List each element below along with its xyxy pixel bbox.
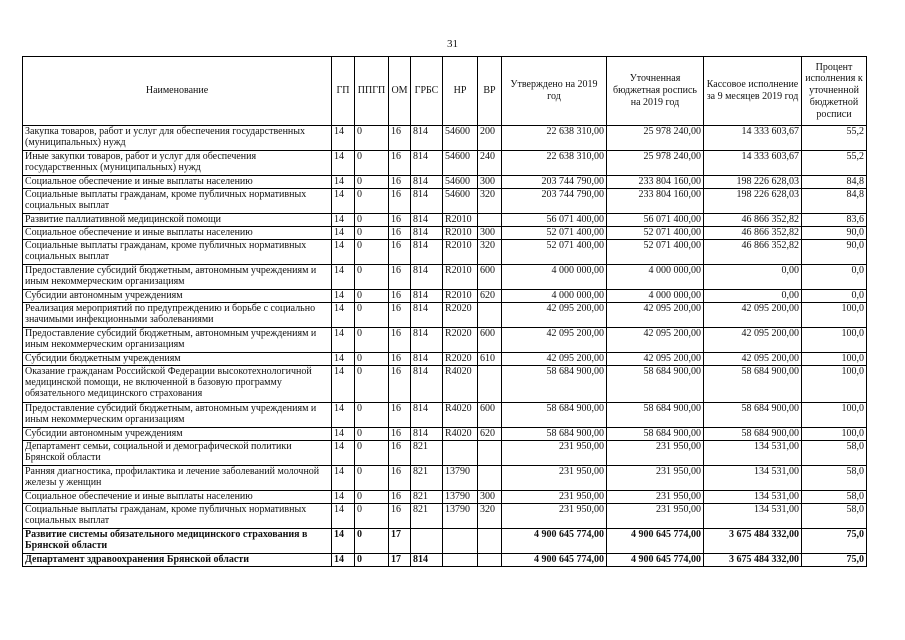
cell-nr: 13790 — [443, 504, 478, 529]
cell-name: Развитие системы обязательного медицинского страхования в Брянской области — [23, 529, 332, 554]
header-revised-budget: Уточненная бюджетная роспись на 2019 год — [607, 57, 704, 126]
cell-vr: 320 — [478, 504, 502, 529]
cell-vr: 600 — [478, 265, 502, 290]
cell-vr: 320 — [478, 189, 502, 214]
cell-name: Социальное обеспечение и иные выплаты населению — [23, 176, 332, 189]
table-row — [23, 529, 867, 554]
cell-execution-percent: 90,0 — [802, 240, 867, 265]
cell-nr: R4020 — [443, 428, 478, 441]
cell-name: Департамент здравоохранения Брянской области — [23, 554, 332, 567]
cell-ppgp: 0 — [355, 214, 389, 227]
cell-nr: R2020 — [443, 353, 478, 366]
cell-name: Социальные выплаты гражданам, кроме публичных нормативных социальных выплат — [23, 189, 332, 214]
cell-gp: 14 — [332, 441, 355, 466]
cell-grbs: 814 — [411, 428, 443, 441]
cell-execution-percent: 55,2 — [802, 126, 867, 151]
cell-revised-budget: 233 804 160,00 — [607, 176, 704, 189]
cell-execution-percent: 58,0 — [802, 491, 867, 504]
cell-cash-execution: 46 866 352,82 — [704, 240, 802, 265]
cell-ppgp: 0 — [355, 529, 389, 554]
header-om: ОМ — [389, 57, 411, 126]
cell-approved: 4 900 645 774,00 — [502, 529, 607, 554]
cell-execution-percent: 84,8 — [802, 189, 867, 214]
cell-approved: 231 950,00 — [502, 504, 607, 529]
cell-cash-execution: 134 531,00 — [704, 504, 802, 529]
cell-revised-budget: 231 950,00 — [607, 504, 704, 529]
cell-om: 16 — [389, 176, 411, 189]
cell-revised-budget: 25 978 240,00 — [607, 126, 704, 151]
cell-gp: 14 — [332, 504, 355, 529]
cell-grbs: 821 — [411, 504, 443, 529]
cell-grbs: 814 — [411, 151, 443, 176]
cell-nr: 54600 — [443, 189, 478, 214]
cell-om: 16 — [389, 403, 411, 428]
cell-ppgp: 0 — [355, 189, 389, 214]
table-row — [23, 189, 867, 214]
header-approved: Утверждено на 2019 год — [502, 57, 607, 126]
cell-gp: 14 — [332, 403, 355, 428]
header-ppgp: ППГП — [355, 57, 389, 126]
cell-om: 16 — [389, 328, 411, 353]
cell-approved: 22 638 310,00 — [502, 126, 607, 151]
cell-grbs: 814 — [411, 290, 443, 303]
cell-ppgp: 0 — [355, 353, 389, 366]
table-row — [23, 227, 867, 240]
cell-name: Социальные выплаты гражданам, кроме публичных нормативных социальных выплат — [23, 504, 332, 529]
cell-ppgp: 0 — [355, 466, 389, 491]
cell-ppgp: 0 — [355, 240, 389, 265]
cell-approved: 231 950,00 — [502, 441, 607, 466]
cell-gp: 14 — [332, 189, 355, 214]
cell-ppgp: 0 — [355, 491, 389, 504]
cell-gp: 14 — [332, 126, 355, 151]
cell-revised-budget: 231 950,00 — [607, 466, 704, 491]
cell-revised-budget: 58 684 900,00 — [607, 428, 704, 441]
cell-grbs: 814 — [411, 403, 443, 428]
budget-execution-table — [22, 56, 867, 567]
cell-om: 17 — [389, 554, 411, 567]
cell-grbs: 814 — [411, 214, 443, 227]
cell-approved: 42 095 200,00 — [502, 328, 607, 353]
table-row — [23, 466, 867, 491]
cell-nr: R2020 — [443, 328, 478, 353]
cell-name: Предоставление субсидий бюджетным, автономным учреждениям и иным некоммерческим организациям — [23, 328, 332, 353]
cell-gp: 14 — [332, 491, 355, 504]
cell-vr: 300 — [478, 491, 502, 504]
cell-revised-budget: 42 095 200,00 — [607, 328, 704, 353]
cell-gp: 14 — [332, 227, 355, 240]
cell-approved: 52 071 400,00 — [502, 227, 607, 240]
cell-revised-budget: 42 095 200,00 — [607, 303, 704, 328]
cell-approved: 58 684 900,00 — [502, 366, 607, 403]
cell-vr: 320 — [478, 240, 502, 265]
cell-cash-execution: 58 684 900,00 — [704, 366, 802, 403]
cell-gp: 14 — [332, 265, 355, 290]
table-row — [23, 428, 867, 441]
cell-name: Предоставление субсидий бюджетным, автономным учреждениям и иным некоммерческим организациям — [23, 403, 332, 428]
cell-name: Ранняя диагностика, профилактика и лечение заболеваний молочной железы у женщин — [23, 466, 332, 491]
cell-revised-budget: 25 978 240,00 — [607, 151, 704, 176]
cell-cash-execution: 14 333 603,67 — [704, 151, 802, 176]
cell-om: 16 — [389, 303, 411, 328]
cell-grbs: 814 — [411, 227, 443, 240]
cell-om: 16 — [389, 353, 411, 366]
cell-ppgp: 0 — [355, 303, 389, 328]
cell-ppgp: 0 — [355, 554, 389, 567]
cell-grbs: 814 — [411, 353, 443, 366]
cell-approved: 231 950,00 — [502, 491, 607, 504]
header-execution-percent: Процент исполнения к уточненной бюджетной росписи — [802, 57, 867, 126]
cell-ppgp: 0 — [355, 176, 389, 189]
cell-gp: 14 — [332, 240, 355, 265]
cell-nr — [443, 554, 478, 567]
cell-om: 16 — [389, 227, 411, 240]
cell-vr: 240 — [478, 151, 502, 176]
cell-nr: R2010 — [443, 240, 478, 265]
table-row — [23, 290, 867, 303]
cell-revised-budget: 56 071 400,00 — [607, 214, 704, 227]
cell-revised-budget: 233 804 160,00 — [607, 189, 704, 214]
cell-execution-percent: 55,2 — [802, 151, 867, 176]
cell-gp: 14 — [332, 151, 355, 176]
table-row — [23, 126, 867, 151]
cell-nr: 13790 — [443, 491, 478, 504]
cell-approved: 4 000 000,00 — [502, 265, 607, 290]
cell-name: Социальные выплаты гражданам, кроме публичных нормативных социальных выплат — [23, 240, 332, 265]
cell-cash-execution: 134 531,00 — [704, 466, 802, 491]
cell-vr: 620 — [478, 428, 502, 441]
cell-cash-execution: 46 866 352,82 — [704, 227, 802, 240]
cell-vr: 600 — [478, 328, 502, 353]
cell-cash-execution: 46 866 352,82 — [704, 214, 802, 227]
cell-revised-budget: 4 000 000,00 — [607, 290, 704, 303]
cell-om: 16 — [389, 214, 411, 227]
cell-approved: 56 071 400,00 — [502, 214, 607, 227]
cell-execution-percent: 0,0 — [802, 290, 867, 303]
cell-om: 17 — [389, 529, 411, 554]
cell-gp: 14 — [332, 554, 355, 567]
cell-nr: R4020 — [443, 366, 478, 403]
cell-vr — [478, 303, 502, 328]
cell-nr — [443, 529, 478, 554]
header-grbs: ГРБС — [411, 57, 443, 126]
cell-vr — [478, 554, 502, 567]
cell-om: 16 — [389, 441, 411, 466]
cell-grbs: 814 — [411, 189, 443, 214]
cell-ppgp: 0 — [355, 290, 389, 303]
cell-nr: R4020 — [443, 403, 478, 428]
cell-approved: 42 095 200,00 — [502, 353, 607, 366]
cell-om: 16 — [389, 265, 411, 290]
cell-ppgp: 0 — [355, 126, 389, 151]
cell-execution-percent: 100,0 — [802, 328, 867, 353]
cell-revised-budget: 52 071 400,00 — [607, 227, 704, 240]
cell-approved: 4 000 000,00 — [502, 290, 607, 303]
cell-grbs — [411, 529, 443, 554]
cell-vr: 300 — [478, 176, 502, 189]
table-row — [23, 491, 867, 504]
table-row — [23, 176, 867, 189]
cell-ppgp: 0 — [355, 403, 389, 428]
cell-cash-execution: 3 675 484 332,00 — [704, 529, 802, 554]
table-row — [23, 504, 867, 529]
cell-nr: 13790 — [443, 466, 478, 491]
cell-om: 16 — [389, 428, 411, 441]
header-gp: ГП — [332, 57, 355, 126]
cell-cash-execution: 3 675 484 332,00 — [704, 554, 802, 567]
cell-execution-percent: 100,0 — [802, 366, 867, 403]
cell-name: Социальное обеспечение и иные выплаты населению — [23, 491, 332, 504]
cell-grbs: 814 — [411, 240, 443, 265]
table-row — [23, 214, 867, 227]
cell-name: Субсидии бюджетным учреждениям — [23, 353, 332, 366]
cell-om: 16 — [389, 466, 411, 491]
cell-om: 16 — [389, 126, 411, 151]
cell-name: Оказание гражданам Российской Федерации высокотехнологичной медицинской помощи, не включенной в базовую программу обязательного медицинского страхования — [23, 366, 332, 403]
cell-name: Департамент семьи, социальной и демографической политики Брянской области — [23, 441, 332, 466]
cell-execution-percent: 58,0 — [802, 466, 867, 491]
cell-om: 16 — [389, 189, 411, 214]
cell-cash-execution: 198 226 628,03 — [704, 189, 802, 214]
cell-name: Закупка товаров, работ и услуг для обеспечения государственных (муниципальных) нужд — [23, 126, 332, 151]
cell-om: 16 — [389, 366, 411, 403]
cell-nr: R2010 — [443, 290, 478, 303]
cell-cash-execution: 42 095 200,00 — [704, 328, 802, 353]
cell-vr: 610 — [478, 353, 502, 366]
table-row — [23, 240, 867, 265]
cell-name: Реализация мероприятий по предупреждению и борьбе с социально значимыми инфекционными заболеваниями — [23, 303, 332, 328]
cell-cash-execution: 134 531,00 — [704, 491, 802, 504]
table-row — [23, 303, 867, 328]
cell-cash-execution: 58 684 900,00 — [704, 428, 802, 441]
cell-cash-execution: 198 226 628,03 — [704, 176, 802, 189]
cell-execution-percent: 58,0 — [802, 504, 867, 529]
cell-approved: 58 684 900,00 — [502, 403, 607, 428]
cell-ppgp: 0 — [355, 428, 389, 441]
table-row — [23, 554, 867, 567]
cell-execution-percent: 75,0 — [802, 554, 867, 567]
cell-nr: R2020 — [443, 303, 478, 328]
cell-gp: 14 — [332, 353, 355, 366]
cell-vr — [478, 214, 502, 227]
cell-approved: 52 071 400,00 — [502, 240, 607, 265]
table-row — [23, 353, 867, 366]
header-vr: ВР — [478, 57, 502, 126]
cell-grbs: 814 — [411, 265, 443, 290]
cell-gp: 14 — [332, 328, 355, 353]
cell-execution-percent: 0,0 — [802, 265, 867, 290]
cell-revised-budget: 231 950,00 — [607, 491, 704, 504]
cell-execution-percent: 100,0 — [802, 353, 867, 366]
cell-gp: 14 — [332, 529, 355, 554]
cell-gp: 14 — [332, 176, 355, 189]
cell-vr — [478, 466, 502, 491]
cell-nr: R2010 — [443, 227, 478, 240]
cell-cash-execution: 58 684 900,00 — [704, 403, 802, 428]
table-row — [23, 265, 867, 290]
cell-grbs: 814 — [411, 176, 443, 189]
cell-cash-execution: 0,00 — [704, 265, 802, 290]
cell-revised-budget: 231 950,00 — [607, 441, 704, 466]
cell-om: 16 — [389, 290, 411, 303]
cell-name: Субсидии автономным учреждениям — [23, 290, 332, 303]
cell-revised-budget: 58 684 900,00 — [607, 403, 704, 428]
cell-grbs: 814 — [411, 366, 443, 403]
cell-approved: 22 638 310,00 — [502, 151, 607, 176]
cell-revised-budget: 4 900 645 774,00 — [607, 529, 704, 554]
cell-vr: 600 — [478, 403, 502, 428]
cell-grbs: 821 — [411, 466, 443, 491]
cell-nr — [443, 441, 478, 466]
cell-name: Социальное обеспечение и иные выплаты населению — [23, 227, 332, 240]
cell-vr: 620 — [478, 290, 502, 303]
cell-revised-budget: 4 000 000,00 — [607, 265, 704, 290]
cell-name: Иные закупки товаров, работ и услуг для обеспечения государственных (муниципальных) нужд — [23, 151, 332, 176]
cell-ppgp: 0 — [355, 504, 389, 529]
cell-vr: 200 — [478, 126, 502, 151]
cell-nr: R2010 — [443, 214, 478, 227]
cell-gp: 14 — [332, 366, 355, 403]
cell-vr — [478, 529, 502, 554]
cell-execution-percent: 58,0 — [802, 441, 867, 466]
cell-vr — [478, 441, 502, 466]
cell-grbs: 821 — [411, 441, 443, 466]
cell-nr: 54600 — [443, 176, 478, 189]
cell-ppgp: 0 — [355, 328, 389, 353]
cell-gp: 14 — [332, 303, 355, 328]
cell-om: 16 — [389, 504, 411, 529]
cell-ppgp: 0 — [355, 366, 389, 403]
cell-vr: 300 — [478, 227, 502, 240]
page-number: 31 — [447, 38, 458, 50]
cell-grbs: 814 — [411, 328, 443, 353]
table-body — [23, 126, 867, 567]
cell-execution-percent: 100,0 — [802, 303, 867, 328]
cell-gp: 14 — [332, 466, 355, 491]
cell-cash-execution: 42 095 200,00 — [704, 303, 802, 328]
cell-ppgp: 0 — [355, 265, 389, 290]
cell-execution-percent: 100,0 — [802, 428, 867, 441]
cell-cash-execution: 134 531,00 — [704, 441, 802, 466]
cell-revised-budget: 58 684 900,00 — [607, 366, 704, 403]
cell-grbs: 814 — [411, 126, 443, 151]
cell-approved: 203 744 790,00 — [502, 189, 607, 214]
cell-name: Предоставление субсидий бюджетным, автономным учреждениям и иным некоммерческим организациям — [23, 265, 332, 290]
cell-revised-budget: 4 900 645 774,00 — [607, 554, 704, 567]
table-row — [23, 366, 867, 403]
cell-vr — [478, 366, 502, 403]
cell-execution-percent: 75,0 — [802, 529, 867, 554]
table-row — [23, 403, 867, 428]
cell-nr: R2010 — [443, 265, 478, 290]
cell-nr: 54600 — [443, 151, 478, 176]
cell-execution-percent: 100,0 — [802, 403, 867, 428]
table-header-row — [23, 57, 867, 126]
cell-cash-execution: 14 333 603,67 — [704, 126, 802, 151]
cell-name: Развитие паллиативной медицинской помощи — [23, 214, 332, 227]
cell-ppgp: 0 — [355, 441, 389, 466]
cell-approved: 231 950,00 — [502, 466, 607, 491]
cell-execution-percent: 90,0 — [802, 227, 867, 240]
header-name: Наименование — [23, 57, 332, 126]
cell-gp: 14 — [332, 214, 355, 227]
cell-gp: 14 — [332, 428, 355, 441]
cell-execution-percent: 84,8 — [802, 176, 867, 189]
cell-grbs: 814 — [411, 554, 443, 567]
table-row — [23, 151, 867, 176]
cell-cash-execution: 42 095 200,00 — [704, 353, 802, 366]
cell-cash-execution: 0,00 — [704, 290, 802, 303]
table-row — [23, 328, 867, 353]
cell-approved: 203 744 790,00 — [502, 176, 607, 189]
cell-approved: 4 900 645 774,00 — [502, 554, 607, 567]
cell-name: Субсидии автономным учреждениям — [23, 428, 332, 441]
table-row — [23, 441, 867, 466]
cell-nr: 54600 — [443, 126, 478, 151]
cell-ppgp: 0 — [355, 227, 389, 240]
header-cash-execution: Кассовое исполнение за 9 месяцев 2019 год — [704, 57, 802, 126]
cell-revised-budget: 52 071 400,00 — [607, 240, 704, 265]
cell-approved: 42 095 200,00 — [502, 303, 607, 328]
cell-grbs: 821 — [411, 491, 443, 504]
cell-ppgp: 0 — [355, 151, 389, 176]
cell-revised-budget: 42 095 200,00 — [607, 353, 704, 366]
header-nr: НР — [443, 57, 478, 126]
cell-om: 16 — [389, 240, 411, 265]
cell-approved: 58 684 900,00 — [502, 428, 607, 441]
cell-gp: 14 — [332, 290, 355, 303]
cell-execution-percent: 83,6 — [802, 214, 867, 227]
cell-grbs: 814 — [411, 303, 443, 328]
cell-om: 16 — [389, 491, 411, 504]
cell-om: 16 — [389, 151, 411, 176]
